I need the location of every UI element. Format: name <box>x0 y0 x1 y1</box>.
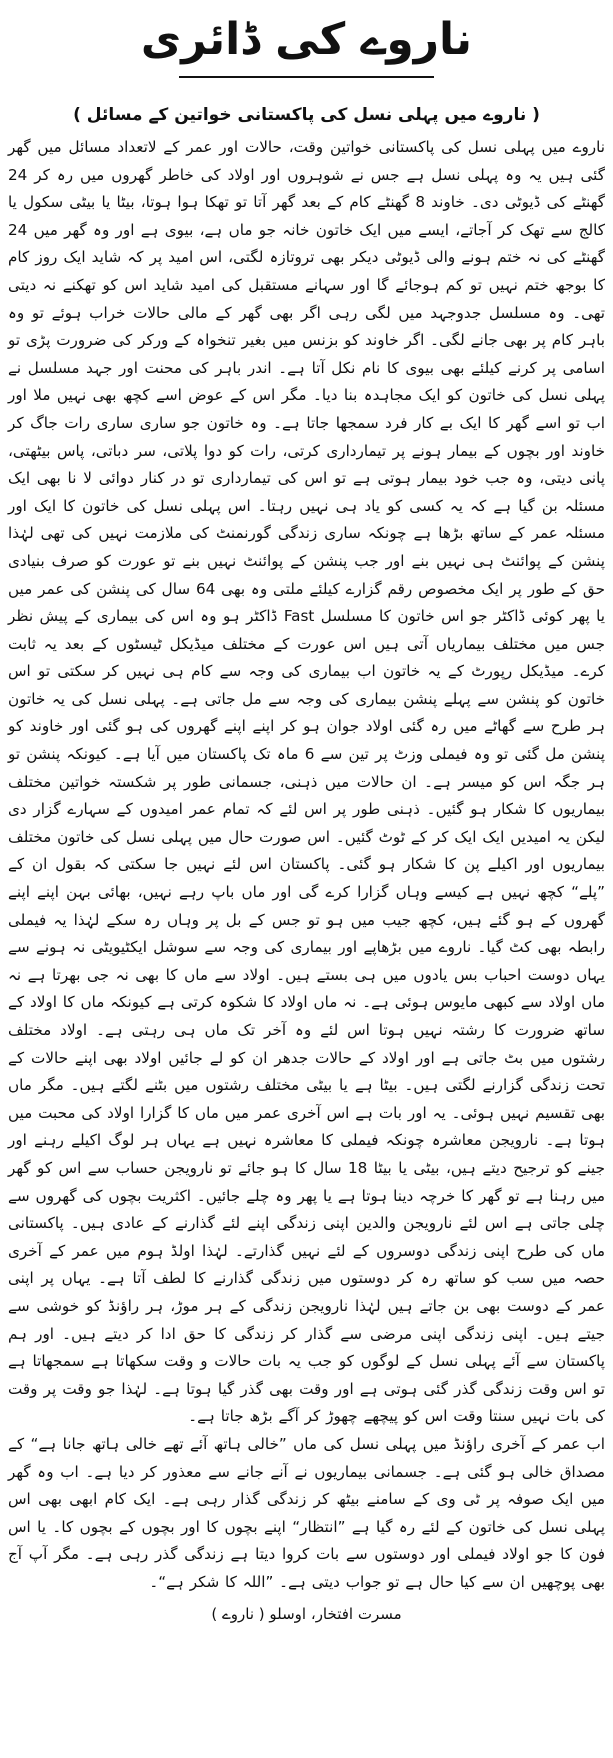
article-subtitle: ( ناروے میں پہلی نسل کی پاکستانی خواتین کے مسائل ) <box>73 105 540 125</box>
title-underline <box>179 76 434 78</box>
article-paragraph: ناروے میں پہلی نسل کی پاکستانی خواتین وقت، حالات اور عمر کے لاتعداد مسائل میں گھر گئی ہیں یہ وہ پہلی نسل ہے جس نے شوہروں اور اولاد کی خاطر گھروں میں رہ کر 24 گھنٹے کی ڈیوٹی دی۔ خاوند 8 گھنٹے کام کے بعد گھر آتا تو تھکا ہوا ہوتا، بیٹا یا بیٹی سکول یا کالج سے تھک کر آجاتے، ایسے میں ایک خاتون خانہ جو ماں ہے، بیوی ہے اور وہ گھر میں 24 گھنٹے کی نہ ختم ہونے والی ڈیوٹی دیکر بھی تروتازہ لگتی، اس امید پر کہ شاید ایک روز کام کا بوجھ ختم نہیں تو کم ہوجائے گا اور سہانے مستقبل کی امید شاید اس کو تھکنے نہ دیتی تھی۔ وہ مسلسل جدوجہد میں لگی رہی اگر بھی گھر کے مالی حالات خراب ہوئے تو وہ باہر کام پر بھی جانے لگی۔ اگر خاوند کو بزنس میں بغیر تنخواہ کے ورکر کی ضرورت پڑی تو اسامی پر کرنے کیلئے بھی بیوی کا نام نکل آتا ہے۔ اندر باہر کی محنت اور جہد مسلسل نے پہلی نسل کی خاتون کو ایک مجاہدہ بنا دیا۔ مگر اس کے عوض اسے کچھ بھی نہیں ملا اور اب تو اسے گھر کا ایک بے کار فرد سمجھا جاتا ہے۔ وہ خاتون جو ساری ساری رات جاگ کر خاوند اور بچوں کے بیمار ہونے پر تیمارداری کرتی، رات کو دوا پلاتی، سر دباتی، پاس بیٹھتی، پانی دیتی، وہ جب خود بیمار ہوتی ہے تو اس کی تیمارداری تو در کنار دوائی لا نا بھی ایک مسئلہ بن گیا ہے کہ یہ کسی کو یاد ہی نہیں رہتا۔ اس پہلی نسل کی خاتون کا ایک اور مسئلہ عمر کے ساتھ بڑھا ہے چونکہ ساری زندگی گورنمنٹ کی ملازمت نہیں کی تھی لہٰذا پنشن کے پوائنٹ ہی نہیں بنے اور جب پنشن کے پوائنٹ نہیں بنے تو عورت کو صرف بنیادی حق کے طور پر ایک مخصوص رقم گزارے کیلئے ملتی وہ بھی 64 سال کی پنشن کی عمر میں یا پھر کوئی ڈاکٹر جو اس خاتون کا مسلسل Fast ڈاکٹر ہو وہ اس کی بیماری کے پیش نظر جس میں مختلف بیماریاں آتی ہیں اس عورت کے مختلف میڈیکل ٹیسٹوں کے بعد یہ ثابت کرے۔ میڈیکل رپورٹ کے یہ خاتون اب بیماری کی وجہ سے کام ہی نہیں کر سکتی تو اس خاتون کو پنشن سے پہلے پنشن بیماری کی وجہ سے مل جاتی ہے۔ پہلی نسل کی یہ خاتون ہر طرح سے گھاٹے میں رہ گئی اولاد جوان ہو کر اپنے اپنے گھروں کی ہو گئی اور خاوند کو پنشن مل گئی تو وہ فیملی وزٹ پر تین سے 6 ماہ تک پاکستان میں آیا ہے۔ کیونکہ پنشن تو ہر جگہ اس کو میسر ہے۔ ان حالات میں ذہنی، جسمانی طور پر شکستہ خواتین مختلف بیماریوں کا شکار ہو گئیں۔ ذہنی طور پر اس لئے کہ تمام عمر امیدوں کے سہارے گزار دی لیکن یہ امیدیں ایک ایک کر کے ٹوٹ گئیں۔ اس صورت حال میں پہلی نسل کی خاتون مختلف بیماریوں اور اکیلے پن کا شکار ہو گئی۔ پاکستان اس لئے نہیں جا سکتی کہ بقول ان کے ”پلے“ کچھ نہیں ہے کیسے وہاں گزارا کرے گی اور ماں باپ رہے نہیں، بھائی بہن اپنے اپنے گھروں کے ہو گئے ہیں، کچھ جیب میں ہو تو جس کے بل پر وہاں رہ سکے لہٰذا یہ فیملی رابطہ بھی کٹ گیا۔ ناروے میں بڑھاپے اور بیماری کی وجہ سے سوشل ایکٹیویٹی نہ ہونے سے یہاں دوست احباب بس یادوں میں ہی بستے ہیں۔ اولاد سے ماں کا بھی نہ جی بھرتا ہے نہ ماں اولاد سے کبھی مایوس ہوئی ہے۔ نہ ماں اولاد کا شکوہ کرتی ہے کیونکہ ماں کا اولاد کے ساتھ ضرورت کا رشتہ نہیں ہوتا اس لئے وہ آخر تک ماں ہی رہتی ہے۔ اولاد مختلف رشتوں میں بٹ جاتی ہے اور اولاد کے حالات جدھر ان کو لے جائیں اولاد بھی اپنے حالات کے تحت زندگی گزارنے لگتی ہیں۔ بیٹا ہے یا بیٹی مختلف رشتوں میں بٹنے لگتے ہیں۔ مگر ماں بھی تقسیم نہیں ہوئی۔ یہ اور بات ہے اس آخری عمر میں ماں کا گزارا اولاد کی محبت میں ہوتا ہے۔ نارویجن معاشرہ چونکہ فیملی کا معاشرہ نہیں ہے یہاں ہر لوگ اکیلے رہنے اور جینے کو ترجیح دیتے ہیں، بیٹی یا بیٹا 18 سال کا ہو جائے تو نارویجن حساب سے اس کو گھر میں رہنا ہے تو گھر کا خرچہ دینا ہوتا ہے یا پھر وہ چلے جائیں۔ اکثریت بچوں کی گھروں سے چلی جاتی ہے اس لئے نارویجن والدین اپنی زندگی اپنے لئے گذارنے کے عادی ہیں۔ پاکستانی ماں کی طرح اپنی زندگی دوسروں کے لئے نہیں گذارتے۔ لہٰذا اولڈ ہوم میں عمر کے آخری حصہ میں سب کو ساتھ رہ کر دوستوں میں زندگی گذارنے کا لطف آتا ہے۔ یہاں پر اپنی عمر کے دوست بھی بن جاتے ہیں لہٰذا نارویجن زندگی کے ہر موڑ، ہر راؤنڈ کو خوشی سے جیتے ہیں۔ اپنی زندگی اپنی مرضی سے گذار کر زندگی کا حق ادا کر دیتے ہیں۔ اور ہم پاکستان سے آئے پہلی نسل کے لوگوں کو جب یہ بات حالات و وقت سکھاتا ہے سمجھاتا ہے تو اس وقت زندگی گذر گئی ہوتی ہے اور وقت بھی گذر گیا ہوتا ہے۔ لہٰذا جو وقت پر وقت کی بات نہیں سنتا وقت اس کو پیچھے چھوڑ کر آگے بڑھ جاتا ہے۔ <box>8 138 606 1426</box>
article-paragraph: اب عمر کے آخری راؤنڈ میں پہلی نسل کی ماں ”خالی ہاتھ آئے تھے خالی ہاتھ جانا ہے“ کے مصداق خالی ہو گئی ہے۔ جسمانی بیماریوں نے آنے جانے سے معذور کر دیا ہے۔ اب وہ گھر میں ایک صوفہ پر ٹی وی کے سامنے بیٹھ کر زندگی گذار رہی ہے۔ ایک کام ابھی بھی اس پہلی نسل کی خاتون کے لئے رہ گیا ہے ”انتظار“ اپنے بچوں کا اور بچوں کے بچوں کا۔ یا اس فون کا جو اولاد فیملی اور دوستوں سے بات کروا دیتا ہے زندگی گذر رہی ہے۔ مگر آپ آج بھی پوچھیں ان سے کیا حال ہے تو جواب دیتی ہے۔ ”اللہ کا شکر ہے“۔ <box>8 1434 605 1591</box>
page-title: ناروے کی ڈائری <box>140 14 473 65</box>
article-body <box>8 134 605 1596</box>
author-byline: مسرت افتخار، اوسلو ( ناروے ) <box>211 1605 402 1624</box>
